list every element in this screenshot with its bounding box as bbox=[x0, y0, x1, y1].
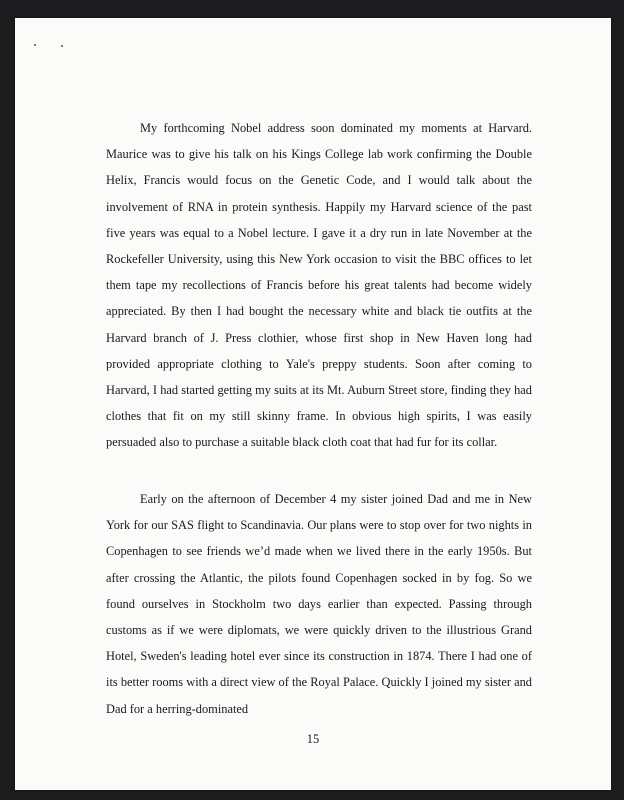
page-number: 15 bbox=[306, 732, 320, 746]
speck-mark bbox=[34, 44, 36, 46]
paragraph-nobel-address: My forthcoming Nobel address soon dominated my moments at Harvard. Maurice was to give his talk on his Kings College lab work confirming the Double Helix, Francis would focus on the Genetic Code, and I would talk about the involvement of RNA in protein synthesis. Happily my Harvard science of the past five years was equal to a Nobel lecture. I gave it a dry run in late November at the Rockefeller University, using this New York occasion to visit the BBC offices to let them tape my recollections of Francis before his great talents had become widely appreciated. By then I had bought the necessary white and black tie outfits at the Harvard branch of J. Press clothier, whose first shop in New Haven long had provided appropriate clothing to Yale's preppy students. Soon after coming to Harvard, I had started getting my suits at its Mt. Auburn Street store, finding they had clothes that fit on my still skinny frame. In obvious high spirits, I was easily persuaded also to purchase a suitable black cloth coat that had fur for its collar. bbox=[106, 121, 532, 450]
speck-mark bbox=[61, 45, 63, 47]
paragraph-trip-to-scandinavia: Early on the afternoon of December 4 my sister joined Dad and me in New York for our SAS flight to Scandinavia. Our plans were to stop over for two nights in Copenhagen to see friends we’d made when we lived there in the early 1950s. But after crossing the Atlantic, the pilots found Copenhagen socked in by fog. So we found ourselves in Stockholm two days earlier than expected. Passing through customs as if we were diplomats, we were quickly driven to the illustrious Grand Hotel, Sweden's leading hotel ever since its construction in 1874. There I had one of its better rooms with a direct view of the Royal Palace. Quickly I joined my sister and Dad for a herring-dominated bbox=[106, 492, 532, 716]
document-page bbox=[15, 18, 611, 790]
